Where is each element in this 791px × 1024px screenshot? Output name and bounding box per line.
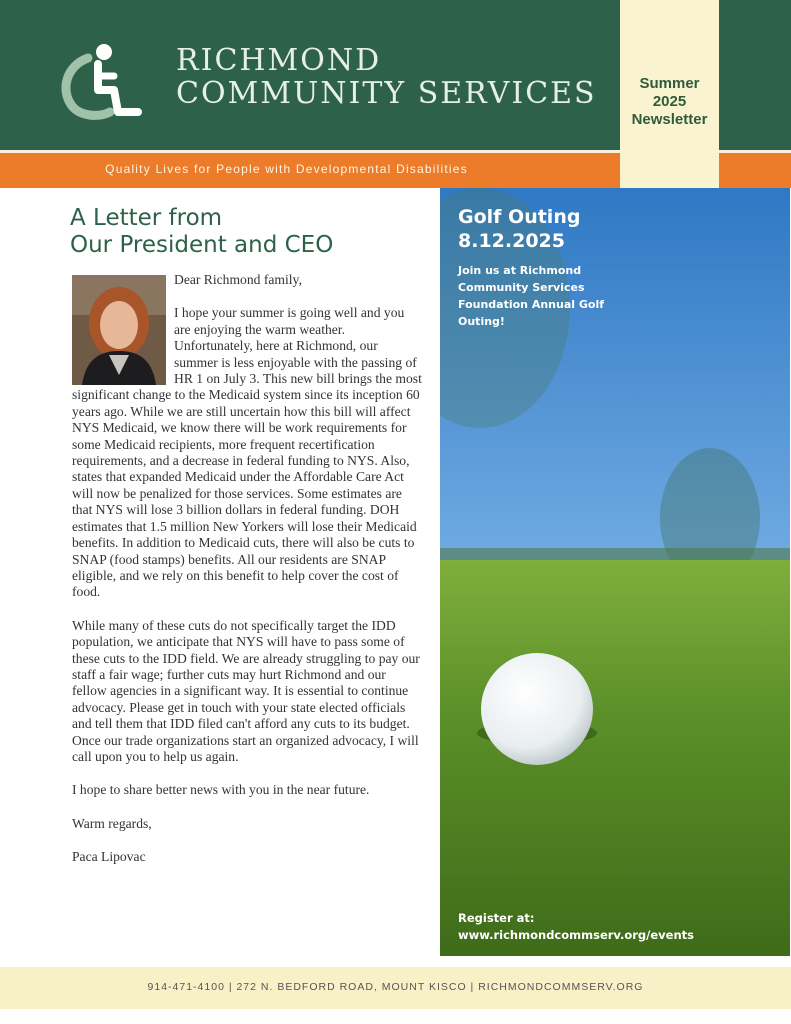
org-name-line2: COMMUNITY SERVICES <box>176 76 597 111</box>
letter-signature: Paca Lipovac <box>72 849 146 865</box>
issue-label: Newsletter <box>631 111 708 128</box>
wheelchair-logo-icon <box>58 40 158 122</box>
footer <box>0 967 791 1009</box>
letter-title <box>70 205 333 259</box>
golf-title <box>458 205 580 253</box>
register-label: Register at: <box>458 911 535 925</box>
golf-invite: Join us at Richmond Community Services Foundation Annual Golf Outing! <box>458 264 605 328</box>
letter-paragraph-3: I hope to share better news with you in the near future. <box>72 782 370 798</box>
letter-title-line2: Our President and CEO <box>70 232 334 258</box>
issue-season: Summer <box>639 75 700 92</box>
letter-closing: Warm regards, <box>72 815 152 831</box>
org-name-line1: RICHMOND <box>176 43 382 78</box>
letter-body <box>72 272 422 883</box>
golf-outing-panel <box>440 188 790 956</box>
golf-title-line1: Golf Outing <box>458 206 581 228</box>
letter-salutation: Dear Richmond family, <box>174 272 302 287</box>
golf-register <box>458 910 694 944</box>
issue-tab <box>620 0 719 196</box>
golf-date: 8.12.2025 <box>458 230 565 252</box>
letter-paragraph-2: While many of these cuts do not specifically target the IDD population, we anticipate that NYS will have to pass some of these cuts to the IDD field. We are already struggling to pay our staff a fair wage; further cuts may hurt Richmond and our fellow agencies in a significant way. It is essential to continue advocacy. Please get in touch with your state elected officials and tell them that IDD filed can't afford any cuts to its budget. Once our trade organizations start an organized advocacy, I will call upon you to help us again. <box>72 617 420 764</box>
letter-title-line1: A Letter from <box>70 205 223 231</box>
register-link[interactable]: www.richmondcommserv.org/events <box>458 928 694 942</box>
letter-paragraph-1: I hope your summer is going well and you are enjoying the warm weather. Unfortunately, here at Richmond, our summer is less enjoyable with the passing of HR 1 on July 3. This new bill brings the most significant change to the Medicaid system since its inception 60 years ago. While we are still uncertain how this bill will affect NYS Medicaid, we know there will be work requirements for some Medicaid recipients, more frequent recertification requirements, and a decrease in federal funding to NYS. Also, states that expanded Medicaid under the Affordable Care Act will now be penalized for those services. Some estimates are that NYS will lose 3 billion dollars in federal funding. DOH estimates that 1.5 million New Yorkers will lose their Medicaid benefits. In addition to Medicaid cuts, there will also be cuts to SNAP (food stamps) benefits. All our residents are SNAP eligible, and we rely on this benefit to help cover the cost of food. <box>72 305 422 600</box>
org-name <box>176 44 597 110</box>
footer-contact: 914-471-4100 | 272 N. BEDFORD ROAD, MOUNT KISCO | RICHMONDCOMMSERV.ORG <box>147 981 644 993</box>
tagline: Quality Lives for People with Developmental Disabilities <box>105 162 468 176</box>
issue-year: 2025 <box>652 93 687 110</box>
